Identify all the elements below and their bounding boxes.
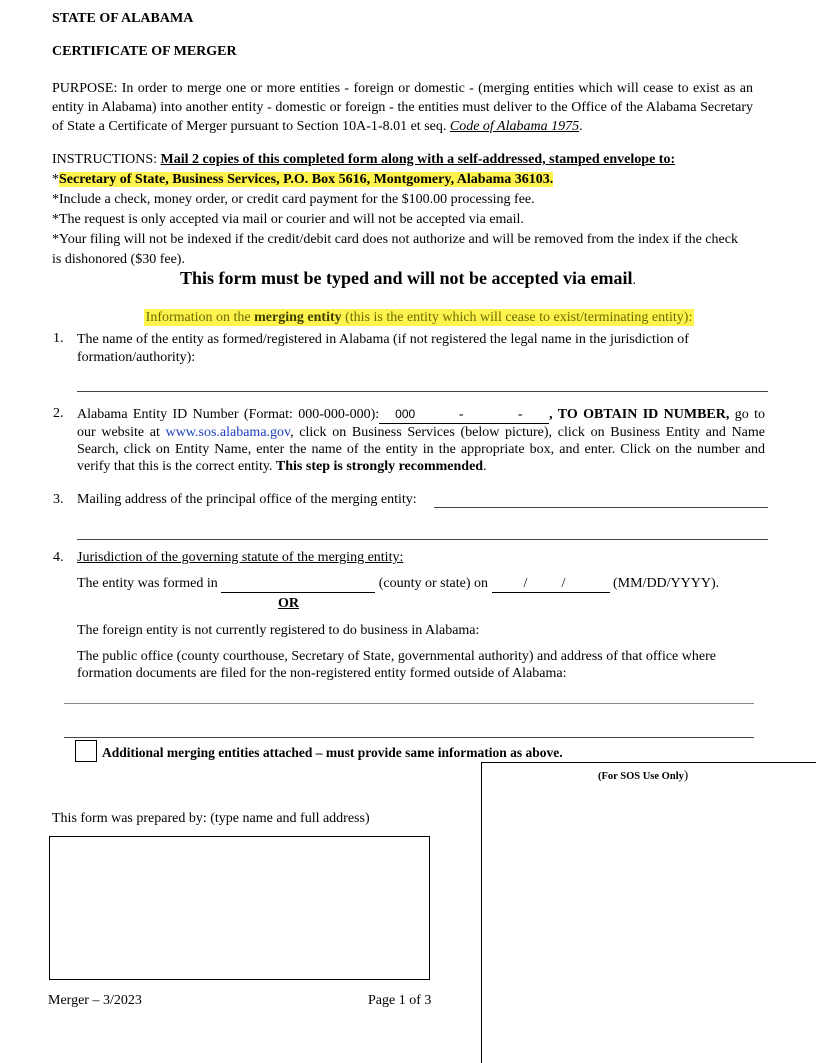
- county-state-label: (county or state) on: [378, 576, 488, 591]
- sos-website-link[interactable]: www.sos.alabama.gov: [165, 425, 291, 440]
- state-heading: STATE OF ALABAMA: [52, 11, 194, 26]
- formation-date-field[interactable]: [492, 576, 610, 593]
- item3-text: Mailing address of the principal office of the merging entity:: [77, 492, 417, 507]
- mail-instruction: Mail 2 copies of this completed form along with a self-addressed, stamped envelope to:: [160, 152, 676, 167]
- item1-number: 1.: [53, 331, 64, 346]
- typed-notice: [0, 268, 816, 289]
- form-title: CERTIFICATE OF MERGER: [52, 44, 237, 59]
- typed-notice-text: This form must be typed and will not be accepted via email: [180, 268, 633, 288]
- item3-number: 3.: [53, 492, 64, 507]
- entity-id-part3[interactable]: -: [491, 406, 549, 424]
- code-reference: Code of Alabama 1975: [449, 119, 580, 134]
- mailing-address-field-1[interactable]: [434, 507, 768, 508]
- item2-instructions: , click on Business Services (below picture), click on Business Entity and Name Search, click on Entity Name, enter the name of the entity in the appropriate box, and enter. Click on the number and verify that this is the correct entity.: [77, 425, 765, 474]
- or-separator: OR: [278, 596, 299, 611]
- date-slash-1: /: [523, 576, 528, 591]
- purpose-paragraph: [52, 79, 753, 136]
- address-prefix: *: [52, 172, 59, 187]
- mail-only-note: *The request is only accepted via mail or courier and will not be accepted via email.: [52, 212, 524, 227]
- item4-number: 4.: [53, 550, 64, 565]
- entity-id-label: Alabama Entity ID Number (Format: 000-000-000):: [77, 407, 380, 422]
- item1-text: The name of the entity as formed/registered in Alabama (if not registered the legal name in the jurisdiction of formation/authority):: [77, 332, 689, 365]
- public-office-field-1[interactable]: [64, 703, 754, 704]
- purpose-text: PURPOSE: In order to merge one or more entities - foreign or domestic - (merging entities which will cease to exist as an entity in Alabama) into another entity - domestic or foreign - the entities must deliver to the Office of the Alabama Secretary of State a Certificate of Merger pursuant to Section 10A-1-8.01 et seq.: [52, 81, 753, 134]
- website-intro: go to our website at: [77, 407, 765, 440]
- formed-in-label: The entity was formed in: [77, 576, 218, 591]
- mailing-address: Secretary of State, Business Services, P.O. Box 5616, Montgomery, Alabama 36103.: [59, 172, 554, 187]
- item2-number: 2.: [53, 406, 64, 421]
- item2-block: [77, 406, 765, 475]
- footer-form-version: Merger – 3/2023: [48, 993, 142, 1008]
- merging-info-banner: [144, 309, 695, 326]
- sos-use-box: [481, 762, 816, 1063]
- footer-page-number: Page 1 of 3: [368, 993, 432, 1008]
- mailing-address-field-2[interactable]: [77, 539, 768, 540]
- recommend-text: This step is strongly recommended: [275, 459, 484, 474]
- entity-id-part1[interactable]: 000: [379, 406, 431, 424]
- item2-end: .: [483, 459, 487, 474]
- sos-use-label: [598, 767, 688, 783]
- entity-id-part2[interactable]: -: [431, 406, 491, 424]
- date-slash-2: /: [561, 576, 566, 591]
- merging-info-post: (this is the entity which will cease to exist/terminating entity):: [341, 310, 693, 325]
- formed-in-field[interactable]: [221, 576, 375, 593]
- instructions-label: INSTRUCTIONS:: [52, 152, 161, 167]
- jurisdiction-heading: Jurisdiction of the governing statute of the merging entity:: [77, 550, 404, 565]
- additional-entities-checkbox[interactable]: [75, 740, 97, 762]
- foreign-entity-text: The foreign entity is not currently registered to do business in Alabama:: [77, 623, 480, 638]
- public-office-text: The public office (county courthouse, Secretary of State, governmental authority) and address of that office where formation documents are filed for the non-registered entity formed outside of Alabama:: [77, 649, 716, 681]
- typed-notice-end: .: [632, 273, 636, 288]
- merging-entity-info: [0, 310, 816, 326]
- formed-in-row: [77, 576, 719, 593]
- fee-note: *Include a check, money order, or credit card payment for the $100.00 processing fee.: [52, 192, 535, 207]
- additional-entities-label: Additional merging entities attached – must provide same information as above.: [102, 745, 563, 760]
- sos-use-text: (For SOS Use Only: [598, 771, 684, 782]
- sos-use-paren: ): [683, 767, 689, 782]
- prepared-by-box[interactable]: [49, 836, 430, 980]
- prepared-by-label: This form was prepared by: (type name and full address): [52, 811, 370, 826]
- dishonor-note: *Your filing will not be indexed if the credit/debit card does not authorize and will be removed from the index if the check is dishonored ($30 fee).: [52, 232, 738, 267]
- public-office-field-2[interactable]: [64, 737, 754, 738]
- entity-name-field[interactable]: [77, 391, 768, 392]
- obtain-id-text: , TO OBTAIN ID NUMBER,: [549, 407, 730, 422]
- date-format-label: (MM/DD/YYYY).: [613, 576, 720, 591]
- merging-info-pre: Information on the: [145, 310, 255, 325]
- purpose-end: .: [579, 119, 583, 134]
- instructions-block: [52, 150, 762, 270]
- merging-info-strong: merging entity: [254, 310, 342, 325]
